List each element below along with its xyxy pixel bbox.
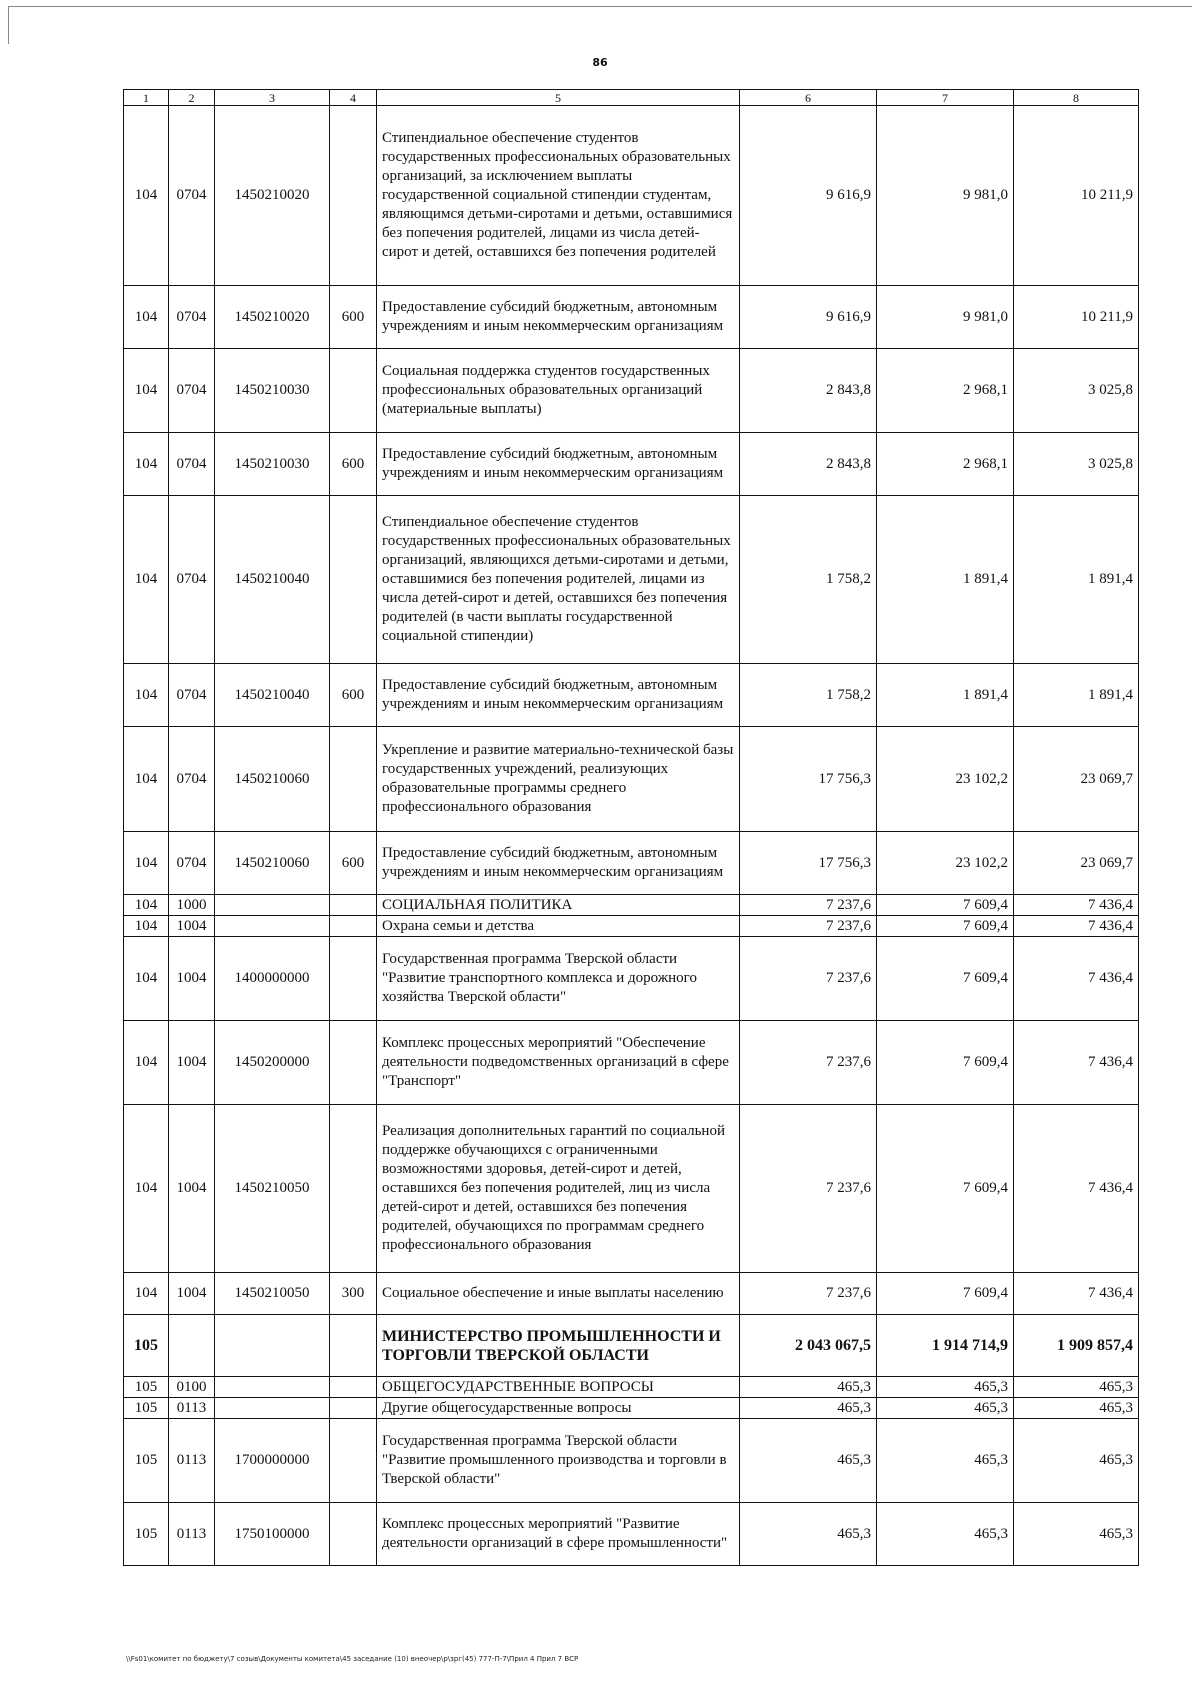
table-row — [124, 1105, 1139, 1273]
cell-target-code: 1450210030 — [215, 433, 330, 496]
table-row — [124, 496, 1139, 664]
page-edge-line — [8, 6, 10, 44]
cell-admin-code: 104 — [124, 832, 169, 895]
cell-value-col6: 2 843,8 — [740, 433, 877, 496]
cell-value-col8: 1 891,4 — [1014, 496, 1139, 664]
cell-value-col7: 1 914 714,9 — [877, 1315, 1014, 1377]
cell-target-code: 1700000000 — [215, 1419, 330, 1503]
cell-description: Предоставление субсидий бюджетным, автономным учреждениям и иным некоммерческим организациям — [377, 433, 740, 496]
cell-value-col6: 7 237,6 — [740, 1273, 877, 1315]
column-header-3: 3 — [215, 90, 330, 106]
cell-admin-code: 104 — [124, 1105, 169, 1273]
cell-expense-type — [330, 895, 377, 916]
cell-value-col8: 1 891,4 — [1014, 664, 1139, 727]
cell-description: МИНИСТЕРСТВО ПРОМЫШЛЕННОСТИ И ТОРГОВЛИ ТВЕРСКОЙ ОБЛАСТИ — [377, 1315, 740, 1377]
cell-target-code: 1450210040 — [215, 664, 330, 727]
cell-admin-code: 104 — [124, 433, 169, 496]
cell-value-col7: 1 891,4 — [877, 496, 1014, 664]
table-header-row — [124, 90, 1139, 106]
cell-value-col7: 1 891,4 — [877, 664, 1014, 727]
cell-value-col7: 7 609,4 — [877, 1021, 1014, 1105]
cell-target-code: 1450210030 — [215, 349, 330, 433]
cell-value-col8: 465,3 — [1014, 1377, 1139, 1398]
cell-section-code: 0113 — [169, 1503, 215, 1566]
cell-expense-type — [330, 1021, 377, 1105]
cell-value-col8: 465,3 — [1014, 1503, 1139, 1566]
cell-value-col7: 7 609,4 — [877, 1105, 1014, 1273]
cell-description: Охрана семьи и детства — [377, 916, 740, 937]
cell-admin-code: 104 — [124, 349, 169, 433]
cell-target-code: 1450210060 — [215, 832, 330, 895]
cell-value-col6: 465,3 — [740, 1419, 877, 1503]
cell-expense-type — [330, 496, 377, 664]
cell-description: Социальная поддержка студентов государственных профессиональных образовательных организаций (материальные выплаты) — [377, 349, 740, 433]
table-row — [124, 1273, 1139, 1315]
cell-value-col8: 1 909 857,4 — [1014, 1315, 1139, 1377]
cell-description: Социальное обеспечение и иные выплаты населению — [377, 1273, 740, 1315]
cell-description: Реализация дополнительных гарантий по социальной поддержке обучающихся с ограниченными возможностями здоровья, детей-сирот и детей, оставшихся без попечения родителей, лиц из числа детей-сирот и детей, оставшихся без попечения родителей, обучающихся по программам среднего профессионального образования — [377, 1105, 740, 1273]
cell-target-code — [215, 916, 330, 937]
cell-admin-code: 104 — [124, 286, 169, 349]
cell-section-code: 1004 — [169, 916, 215, 937]
cell-admin-code: 105 — [124, 1419, 169, 1503]
table-row — [124, 916, 1139, 937]
cell-value-col7: 465,3 — [877, 1503, 1014, 1566]
cell-section-code: 0704 — [169, 496, 215, 664]
cell-value-col8: 7 436,4 — [1014, 916, 1139, 937]
cell-admin-code: 105 — [124, 1398, 169, 1419]
cell-expense-type — [330, 1315, 377, 1377]
cell-value-col7: 2 968,1 — [877, 433, 1014, 496]
cell-target-code — [215, 1377, 330, 1398]
footer-file-path: \\Fs01\комитет по бюджету\7 созыв\Документы комитета\45 заседание (10) внеочер\р\зрг(45) 777-П-7\Прил 4 Прил 7 ВСР — [126, 1655, 579, 1663]
cell-value-col6: 7 237,6 — [740, 937, 877, 1021]
cell-value-col6: 17 756,3 — [740, 832, 877, 895]
cell-target-code: 1750100000 — [215, 1503, 330, 1566]
cell-value-col6: 7 237,6 — [740, 1021, 877, 1105]
cell-expense-type: 600 — [330, 286, 377, 349]
cell-expense-type — [330, 937, 377, 1021]
column-header-4: 4 — [330, 90, 377, 106]
cell-admin-code: 104 — [124, 727, 169, 832]
column-header-2: 2 — [169, 90, 215, 106]
page-number: 86 — [592, 56, 608, 69]
cell-expense-type — [330, 349, 377, 433]
cell-value-col8: 3 025,8 — [1014, 349, 1139, 433]
cell-target-code: 1450200000 — [215, 1021, 330, 1105]
cell-expense-type: 600 — [330, 433, 377, 496]
table-row — [124, 1503, 1139, 1566]
cell-section-code: 0113 — [169, 1398, 215, 1419]
cell-expense-type: 600 — [330, 832, 377, 895]
cell-value-col6: 465,3 — [740, 1503, 877, 1566]
cell-expense-type — [330, 1377, 377, 1398]
cell-admin-code: 104 — [124, 916, 169, 937]
table-row — [124, 727, 1139, 832]
cell-value-col8: 23 069,7 — [1014, 832, 1139, 895]
cell-description: Государственная программа Тверской области "Развитие транспортного комплекса и дорожного хозяйства Тверской области" — [377, 937, 740, 1021]
cell-value-col7: 23 102,2 — [877, 832, 1014, 895]
cell-value-col8: 3 025,8 — [1014, 433, 1139, 496]
cell-target-code — [215, 1315, 330, 1377]
cell-value-col6: 2 043 067,5 — [740, 1315, 877, 1377]
cell-admin-code: 104 — [124, 1021, 169, 1105]
cell-admin-code: 104 — [124, 937, 169, 1021]
cell-section-code: 1004 — [169, 1273, 215, 1315]
table-row — [124, 1021, 1139, 1105]
page-edge-line — [8, 6, 1192, 8]
table-row — [124, 433, 1139, 496]
cell-target-code: 1450210040 — [215, 496, 330, 664]
table-row — [124, 106, 1139, 286]
cell-value-col7: 9 981,0 — [877, 286, 1014, 349]
cell-target-code: 1450210020 — [215, 286, 330, 349]
cell-admin-code: 104 — [124, 496, 169, 664]
cell-target-code — [215, 1398, 330, 1419]
table-row — [124, 1315, 1139, 1377]
cell-value-col7: 7 609,4 — [877, 895, 1014, 916]
cell-section-code: 0704 — [169, 832, 215, 895]
cell-section-code: 1004 — [169, 937, 215, 1021]
cell-section-code — [169, 1315, 215, 1377]
cell-expense-type — [330, 1419, 377, 1503]
cell-target-code: 1450210050 — [215, 1105, 330, 1273]
cell-description: Укрепление и развитие материально-технической базы государственных учреждений, реализующих образовательные программы среднего профессионального образования — [377, 727, 740, 832]
cell-value-col8: 7 436,4 — [1014, 1105, 1139, 1273]
cell-section-code: 0704 — [169, 433, 215, 496]
cell-value-col6: 17 756,3 — [740, 727, 877, 832]
cell-value-col8: 465,3 — [1014, 1398, 1139, 1419]
table-row — [124, 895, 1139, 916]
table-row — [124, 1398, 1139, 1419]
table-row — [124, 286, 1139, 349]
cell-value-col8: 7 436,4 — [1014, 1021, 1139, 1105]
cell-section-code: 1000 — [169, 895, 215, 916]
table-row — [124, 664, 1139, 727]
cell-value-col7: 2 968,1 — [877, 349, 1014, 433]
cell-value-col6: 7 237,6 — [740, 1105, 877, 1273]
cell-target-code: 1450210020 — [215, 106, 330, 286]
table-row — [124, 937, 1139, 1021]
cell-description: Предоставление субсидий бюджетным, автономным учреждениям и иным некоммерческим организациям — [377, 664, 740, 727]
cell-value-col8: 465,3 — [1014, 1419, 1139, 1503]
cell-value-col6: 7 237,6 — [740, 895, 877, 916]
cell-value-col6: 465,3 — [740, 1398, 877, 1419]
cell-value-col7: 9 981,0 — [877, 106, 1014, 286]
cell-target-code — [215, 895, 330, 916]
cell-value-col6: 465,3 — [740, 1377, 877, 1398]
budget-table — [123, 89, 1139, 1566]
cell-value-col7: 7 609,4 — [877, 1273, 1014, 1315]
cell-section-code: 0704 — [169, 727, 215, 832]
cell-admin-code: 105 — [124, 1377, 169, 1398]
cell-expense-type — [330, 106, 377, 286]
cell-section-code: 0704 — [169, 286, 215, 349]
cell-expense-type: 300 — [330, 1273, 377, 1315]
cell-value-col8: 10 211,9 — [1014, 106, 1139, 286]
column-header-1: 1 — [124, 90, 169, 106]
cell-value-col7: 7 609,4 — [877, 937, 1014, 1021]
cell-admin-code: 104 — [124, 106, 169, 286]
column-header-6: 6 — [740, 90, 877, 106]
cell-expense-type — [330, 1503, 377, 1566]
table-row — [124, 349, 1139, 433]
cell-value-col7: 465,3 — [877, 1398, 1014, 1419]
cell-description: Предоставление субсидий бюджетным, автономным учреждениям и иным некоммерческим организациям — [377, 832, 740, 895]
table-row — [124, 1419, 1139, 1503]
cell-description: Стипендиальное обеспечение студентов государственных профессиональных образовательных организаций, за исключением выплаты государственной социальной стипендии студентам, являющимся детьми-сиротами и детьми, оставшимися без попечения родителей, лицами из числа детей-сирот и детей, оставшихся без попечения родителей — [377, 106, 740, 286]
column-header-5: 5 — [377, 90, 740, 106]
cell-section-code: 0704 — [169, 349, 215, 433]
cell-admin-code: 104 — [124, 1273, 169, 1315]
cell-expense-type — [330, 1105, 377, 1273]
table-row — [124, 832, 1139, 895]
cell-value-col8: 10 211,9 — [1014, 286, 1139, 349]
cell-value-col6: 1 758,2 — [740, 496, 877, 664]
cell-value-col6: 2 843,8 — [740, 349, 877, 433]
cell-section-code: 1004 — [169, 1105, 215, 1273]
cell-value-col8: 7 436,4 — [1014, 895, 1139, 916]
cell-description: Государственная программа Тверской области "Развитие промышленного производства и торговли в Тверской области" — [377, 1419, 740, 1503]
cell-value-col7: 23 102,2 — [877, 727, 1014, 832]
cell-value-col7: 7 609,4 — [877, 916, 1014, 937]
cell-target-code: 1400000000 — [215, 937, 330, 1021]
cell-value-col7: 465,3 — [877, 1419, 1014, 1503]
cell-expense-type — [330, 727, 377, 832]
cell-value-col8: 23 069,7 — [1014, 727, 1139, 832]
cell-value-col6: 9 616,9 — [740, 286, 877, 349]
cell-target-code: 1450210050 — [215, 1273, 330, 1315]
cell-section-code: 0704 — [169, 664, 215, 727]
cell-admin-code: 104 — [124, 895, 169, 916]
cell-value-col8: 7 436,4 — [1014, 937, 1139, 1021]
cell-description: Комплекс процессных мероприятий "Развитие деятельности организаций в сфере промышленности" — [377, 1503, 740, 1566]
cell-description: Комплекс процессных мероприятий "Обеспечение деятельности подведомственных организаций в сфере "Транспорт" — [377, 1021, 740, 1105]
cell-value-col7: 465,3 — [877, 1377, 1014, 1398]
cell-admin-code: 105 — [124, 1315, 169, 1377]
cell-value-col8: 7 436,4 — [1014, 1273, 1139, 1315]
cell-target-code: 1450210060 — [215, 727, 330, 832]
cell-expense-type — [330, 1398, 377, 1419]
cell-description: Другие общегосударственные вопросы — [377, 1398, 740, 1419]
cell-admin-code: 104 — [124, 664, 169, 727]
cell-description: СОЦИАЛЬНАЯ ПОЛИТИКА — [377, 895, 740, 916]
cell-description: Стипендиальное обеспечение студентов государственных профессиональных образовательных организаций, являющихся детьми-сиротами и детьми, оставшимися без попечения родителей, лицами из числа детей-сирот и детей, оставшихся без попечения родителей (в части выплаты государственной социальной стипендии) — [377, 496, 740, 664]
cell-section-code: 0100 — [169, 1377, 215, 1398]
cell-value-col6: 7 237,6 — [740, 916, 877, 937]
cell-expense-type: 600 — [330, 664, 377, 727]
cell-value-col6: 1 758,2 — [740, 664, 877, 727]
table-row — [124, 1377, 1139, 1398]
cell-section-code: 0113 — [169, 1419, 215, 1503]
column-header-7: 7 — [877, 90, 1014, 106]
cell-section-code: 0704 — [169, 106, 215, 286]
column-header-8: 8 — [1014, 90, 1139, 106]
cell-description: Предоставление субсидий бюджетным, автономным учреждениям и иным некоммерческим организациям — [377, 286, 740, 349]
cell-admin-code: 105 — [124, 1503, 169, 1566]
cell-expense-type — [330, 916, 377, 937]
cell-description: ОБЩЕГОСУДАРСТВЕННЫЕ ВОПРОСЫ — [377, 1377, 740, 1398]
cell-value-col6: 9 616,9 — [740, 106, 877, 286]
cell-section-code: 1004 — [169, 1021, 215, 1105]
